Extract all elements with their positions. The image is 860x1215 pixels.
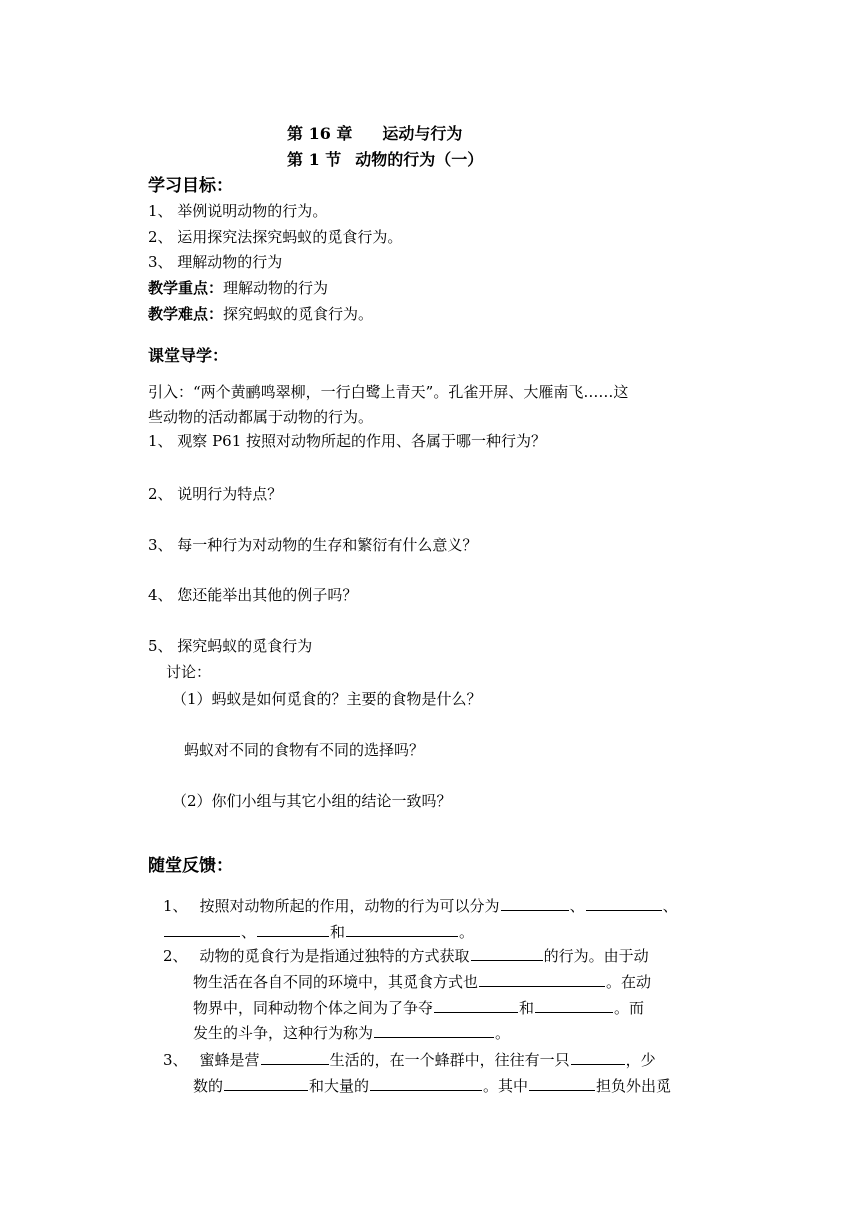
key-point-text: 理解动物的行为 <box>223 279 329 297</box>
question-text: 物生活在各自不同的环境中，其觅食方式也 <box>193 973 479 991</box>
discussion-label: 讨论： <box>166 663 212 681</box>
question-text: 。而 <box>614 999 645 1017</box>
feedback-question-2-cont <box>193 1022 510 1042</box>
question-text: 担负外出觅 <box>596 1077 672 1095</box>
answer-blank[interactable] <box>471 945 543 961</box>
question-item: 3、 每一种行为对动物的生存和繁衍有什么意义？ <box>148 536 478 554</box>
connector: 和 <box>519 999 535 1017</box>
chapter-number: 第 16 章 <box>287 124 353 143</box>
feedback-question-2-cont <box>193 971 651 991</box>
section-number: 第 1 节 <box>287 150 342 169</box>
feedback-question-1 <box>163 895 678 915</box>
objective-item: 3、 理解动物的行为 <box>148 253 283 271</box>
question-text: 物界中，同种动物个体之间为了争夺 <box>193 999 434 1017</box>
teaching-difficulty <box>148 305 373 323</box>
question-text: ，少 <box>625 1051 656 1069</box>
discussion-item: （1）蚂蚁是如何觅食的？主要的食物是什么？ <box>172 690 482 708</box>
connector: 和 <box>330 923 346 941</box>
answer-blank[interactable] <box>529 1075 595 1091</box>
question-item: 5、 探究蚂蚁的觅食行为 <box>148 637 313 655</box>
section-heading <box>287 150 483 169</box>
question-text: 动物的觅食行为是指通过独特的方式获取 <box>199 947 470 965</box>
separator: 、 <box>569 897 585 915</box>
feedback-question-3-cont <box>193 1075 671 1095</box>
period: 。 <box>495 1024 511 1042</box>
difficulty-text: 探究蚂蚁的觅食行为。 <box>223 305 374 323</box>
question-text: 蜜蜂是营 <box>199 1051 260 1069</box>
question-number: 1、 <box>163 897 188 915</box>
answer-blank[interactable] <box>370 1075 482 1091</box>
answer-blank[interactable] <box>257 921 329 937</box>
answer-blank[interactable] <box>224 1075 308 1091</box>
discussion-item: 蚂蚁对不同的食物有不同的选择吗？ <box>184 741 425 759</box>
separator: 、 <box>662 897 678 915</box>
question-text: 按照对动物所起的作用，动物的行为可以分为 <box>199 897 500 915</box>
question-number: 3、 <box>163 1051 188 1069</box>
section-title: 动物的行为（一） <box>355 150 484 169</box>
teaching-key-point <box>148 279 328 297</box>
question-item: 1、 观察 P61 按照对动物所起的作用、各属于哪一种行为？ <box>148 432 547 450</box>
answer-blank[interactable] <box>586 895 662 911</box>
objective-item: 2、 运用探究法探究蚂蚁的觅食行为。 <box>148 228 403 246</box>
chapter-title: 运动与行为 <box>382 124 463 143</box>
separator: 、 <box>241 923 257 941</box>
difficulty-label: 教学难点： <box>148 305 224 323</box>
connector: 和大量的 <box>309 1077 370 1095</box>
answer-blank[interactable] <box>164 921 240 937</box>
question-text: 数的 <box>193 1077 224 1095</box>
period: 。 <box>459 923 475 941</box>
objective-item: 1、 举例说明动物的行为。 <box>148 202 328 220</box>
feedback-question-2 <box>163 945 649 965</box>
feedback-question-1-cont <box>163 921 474 941</box>
feedback-heading: 随堂反馈： <box>148 856 233 876</box>
answer-blank[interactable] <box>479 971 605 987</box>
question-text: 。在动 <box>606 973 652 991</box>
answer-blank[interactable] <box>374 1022 494 1038</box>
question-text: 。其中 <box>483 1077 529 1095</box>
answer-blank[interactable] <box>571 1049 625 1065</box>
feedback-question-3 <box>163 1049 656 1069</box>
guide-heading: 课堂导学： <box>148 346 229 365</box>
answer-blank[interactable] <box>535 997 613 1013</box>
question-text: 生活的，在一个蜂群中，往往有一只 <box>329 1051 570 1069</box>
answer-blank[interactable] <box>346 921 458 937</box>
answer-blank[interactable] <box>261 1049 329 1065</box>
feedback-question-2-cont <box>193 997 644 1017</box>
question-text: 的行为。由于动 <box>543 947 649 965</box>
chapter-heading <box>287 124 462 143</box>
answer-blank[interactable] <box>501 895 569 911</box>
intro-line: 引入：“两个黄鹂鸣翠柳，一行白鹭上青天”。孔雀开屏、大雁南飞……这 <box>148 383 629 401</box>
question-text: 发生的斗争，这种行为称为 <box>193 1024 374 1042</box>
discussion-item: （2）你们小组与其它小组的结论一致吗？ <box>172 792 452 810</box>
answer-blank[interactable] <box>434 997 518 1013</box>
objectives-heading: 学习目标： <box>148 176 233 196</box>
question-item: 4、 您还能举出其他的例子吗？ <box>148 586 358 604</box>
question-number: 2、 <box>163 947 188 965</box>
key-point-label: 教学重点： <box>148 279 224 297</box>
question-item: 2、 说明行为特点？ <box>148 485 283 503</box>
intro-line: 些动物的活动都属于动物的行为。 <box>148 408 374 426</box>
